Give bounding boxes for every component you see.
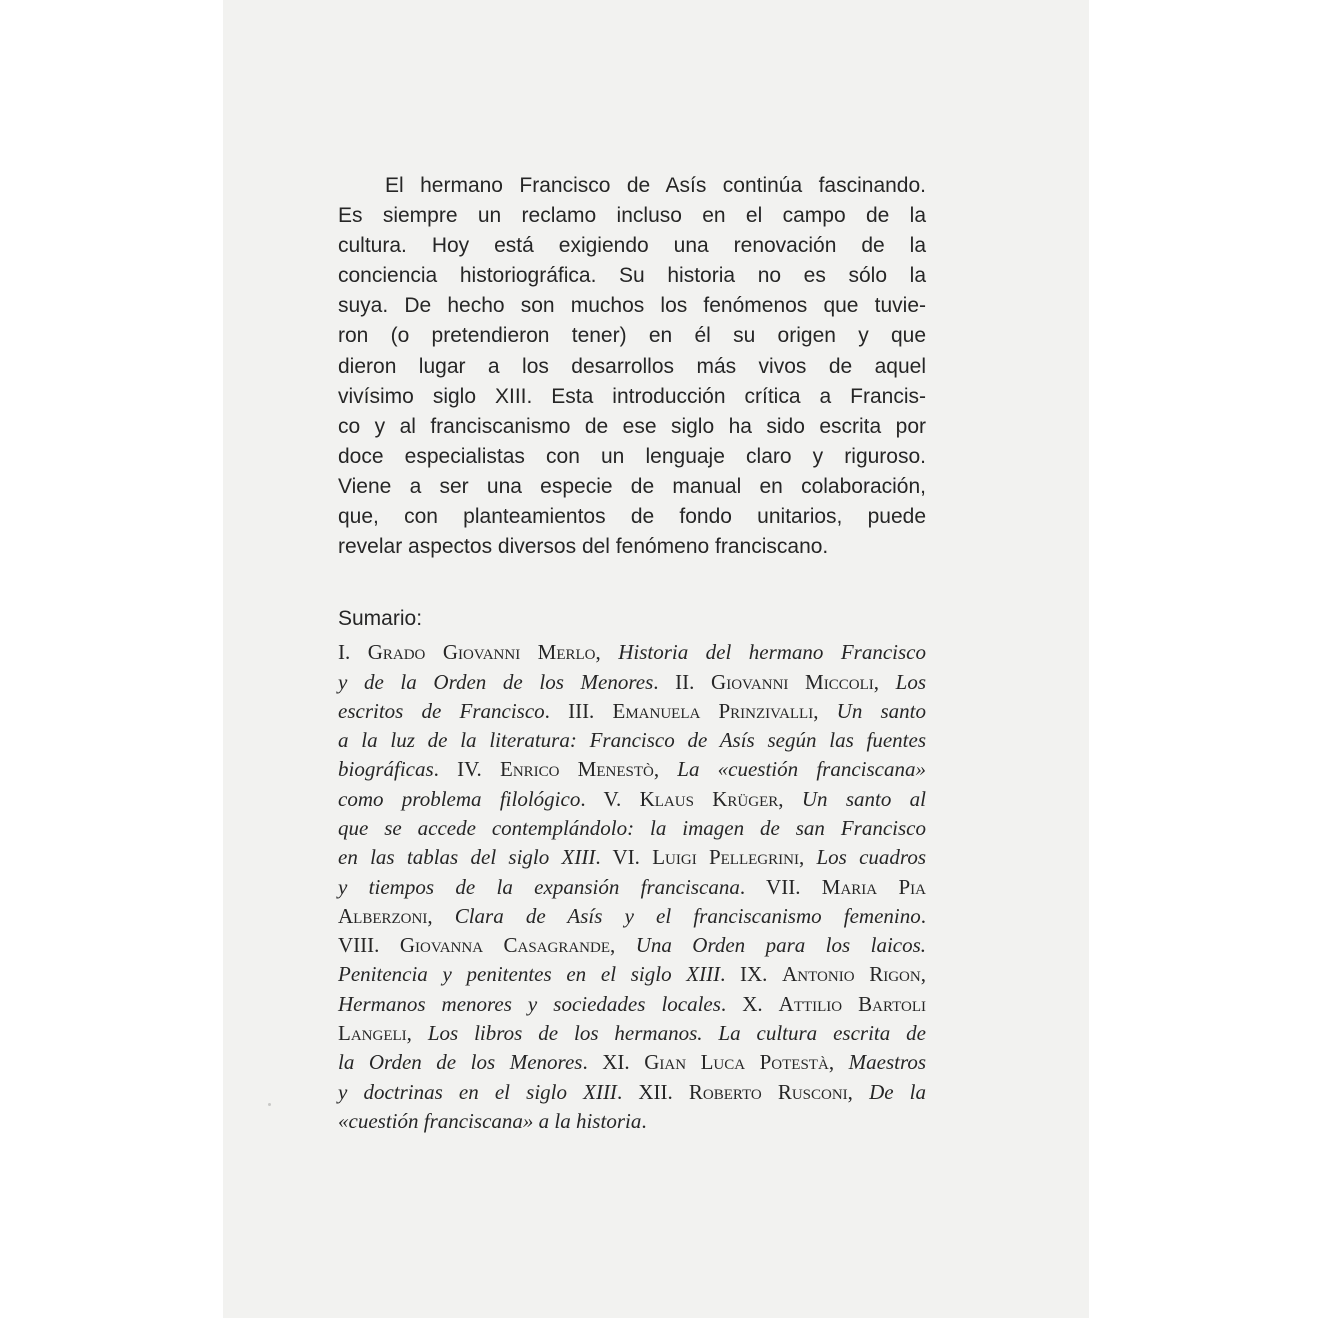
paper-speck: [268, 1103, 271, 1106]
blurb-line: El hermano Francisco de Asís continúa fascinando.: [385, 174, 926, 197]
chapter-separator: .: [641, 1108, 647, 1133]
chapter-separator: ,: [427, 903, 455, 928]
chapter-separator: . III.: [544, 698, 613, 723]
chapter-author: Gian Luca Potestà: [644, 1050, 829, 1075]
chapter-title: Hermanos menores y sociedades locales: [338, 991, 721, 1016]
blurb-line: co y al franciscanismo de ese siglo ha sido escrita por: [338, 414, 926, 438]
chapter-separator: ,: [828, 1050, 849, 1075]
chapter-author: Emanuela Prinzivalli: [612, 698, 814, 723]
blurb-line: dieron lugar a los desarrollos más vivos de aquel: [338, 354, 926, 378]
blurb-line: doce especialistas con un lenguaje claro y riguroso.: [338, 444, 926, 468]
blurb-line: revelar aspectos diversos del fenómeno franciscano.: [338, 535, 829, 559]
blurb-line: ron (o pretendieron tener) en él su origen y que: [338, 324, 926, 348]
sumario-line: [338, 785, 926, 814]
sumario-line: [338, 902, 926, 931]
chapter-separator: ,: [595, 640, 619, 665]
chapter-title: biográficas: [338, 757, 434, 782]
chapter-author: Antonio Rigon: [782, 962, 921, 987]
sumario-line: [338, 931, 926, 960]
book-back-cover: [223, 0, 1089, 1318]
chapter-separator: .: [920, 903, 927, 928]
sumario-line: [338, 960, 926, 989]
blurb-line: Es siempre un reclamo incluso en el campo de la: [338, 204, 926, 228]
sumario-line: [338, 1019, 926, 1048]
sumario-line: [338, 1078, 926, 1107]
sumario-line: [338, 843, 926, 872]
chapter-title: Los: [895, 669, 926, 694]
sumario-contents: [338, 638, 926, 1136]
chapter-title: y de la Orden de los Menores: [338, 669, 654, 694]
sumario-line: [338, 668, 926, 697]
chapter-separator: . IV.: [433, 757, 500, 782]
sumario-line: [338, 638, 926, 667]
chapter-title: De la: [869, 1079, 927, 1104]
sumario-heading: Sumario:: [338, 607, 423, 631]
chapter-author: Enrico Menestò: [500, 757, 654, 782]
blurb-line: vivísimo siglo XIII. Esta introducción crítica a Francis-: [338, 384, 926, 408]
chapter-title: como problema filológico: [338, 786, 581, 811]
chapter-title: Maestros: [848, 1050, 927, 1075]
chapter-separator: ,: [610, 933, 636, 958]
chapter-author: Giovanna Casagrande: [399, 933, 610, 958]
chapter-title: Penitencia y penitentes en el siglo XIII: [338, 962, 721, 987]
chapter-author: Roberto Rusconi: [688, 1079, 848, 1104]
chapter-title: a la luz de la literatura: Francisco de Asís según las fuentes: [338, 728, 926, 753]
chapter-title: en las tablas del siglo XIII: [338, 845, 596, 870]
chapter-title: y tiempos de la expansión franciscana: [338, 874, 740, 899]
chapter-separator: ,: [406, 1021, 428, 1046]
chapter-author: Grado Giovanni Merlo: [367, 640, 596, 665]
chapter-title: Los cuadros: [816, 845, 926, 870]
chapter-author: Attilio Bartoli: [778, 991, 926, 1016]
chapter-title: «cuestión franciscana» a la historia: [338, 1108, 642, 1133]
chapter-separator: ,: [798, 845, 817, 870]
chapter-title: Clara de Asís y el franciscanismo femenino: [454, 903, 921, 928]
sumario-line: [338, 814, 926, 843]
chapter-separator: . V.: [580, 786, 640, 811]
blurb-line: suya. De hecho son muchos los fenómenos que tuvie-: [338, 294, 926, 318]
sumario-line: [338, 873, 926, 902]
chapter-title: Los libros de los hermanos. La cultura escrita de: [427, 1021, 927, 1046]
chapter-separator: ,: [847, 1079, 870, 1104]
sumario-line: [338, 726, 926, 755]
chapter-separator: . II.: [653, 669, 712, 694]
sumario-line: [338, 697, 926, 726]
chapter-separator: . IX.: [720, 962, 783, 987]
chapter-author: Langeli: [338, 1021, 407, 1046]
chapter-separator: . XII.: [616, 1079, 689, 1104]
chapter-title: escritos de Francisco: [338, 698, 545, 723]
chapter-author: Luigi Pellegrini: [652, 845, 799, 870]
sumario-line: [338, 755, 926, 784]
chapter-separator: I.: [338, 640, 368, 665]
chapter-title: y doctrinas en el siglo XIII: [338, 1079, 617, 1104]
blurb-line: Viene a ser una especie de manual en colaboración,: [338, 474, 926, 498]
chapter-separator: . VI.: [595, 845, 653, 870]
chapter-author: Klaus Krüger: [639, 786, 779, 811]
chapter-title: Una Orden para los laicos.: [635, 933, 927, 958]
chapter-separator: ,: [813, 698, 837, 723]
blurb-line: que, con planteamientos de fondo unitarios, puede: [338, 505, 926, 529]
chapter-separator: ,: [873, 669, 896, 694]
chapter-author: Alberzoni: [338, 903, 428, 928]
chapter-title: Historia del hermano Francisco: [618, 640, 927, 665]
chapter-author: Maria Pia: [821, 874, 926, 899]
chapter-separator: VIII.: [338, 933, 400, 958]
chapter-separator: . VII.: [739, 874, 822, 899]
blurb-paragraph: [338, 171, 926, 562]
sumario-line: [338, 990, 926, 1019]
blurb-line: conciencia historiográfica. Su historia no es sólo la: [338, 264, 926, 288]
chapter-title: que se accede contemplándolo: la imagen de san Francisco: [338, 816, 926, 840]
chapter-separator: . XI.: [582, 1050, 645, 1075]
chapter-separator: ,: [920, 962, 926, 987]
chapter-separator: ,: [778, 786, 802, 811]
sumario-line: [338, 1107, 926, 1136]
chapter-author: Giovanni Miccoli: [711, 669, 874, 694]
chapter-title: La «cuestión franciscana»: [677, 757, 926, 782]
text-block: [338, 171, 926, 1136]
sumario-line: [338, 1048, 926, 1077]
chapter-separator: . X.: [720, 991, 779, 1016]
chapter-title: la Orden de los Menores: [338, 1050, 583, 1075]
chapter-title: Un santo: [836, 698, 927, 723]
chapter-title: Un santo al: [801, 786, 926, 811]
chapter-separator: ,: [653, 757, 678, 782]
blurb-line: cultura. Hoy está exigiendo una renovación de la: [338, 234, 926, 258]
